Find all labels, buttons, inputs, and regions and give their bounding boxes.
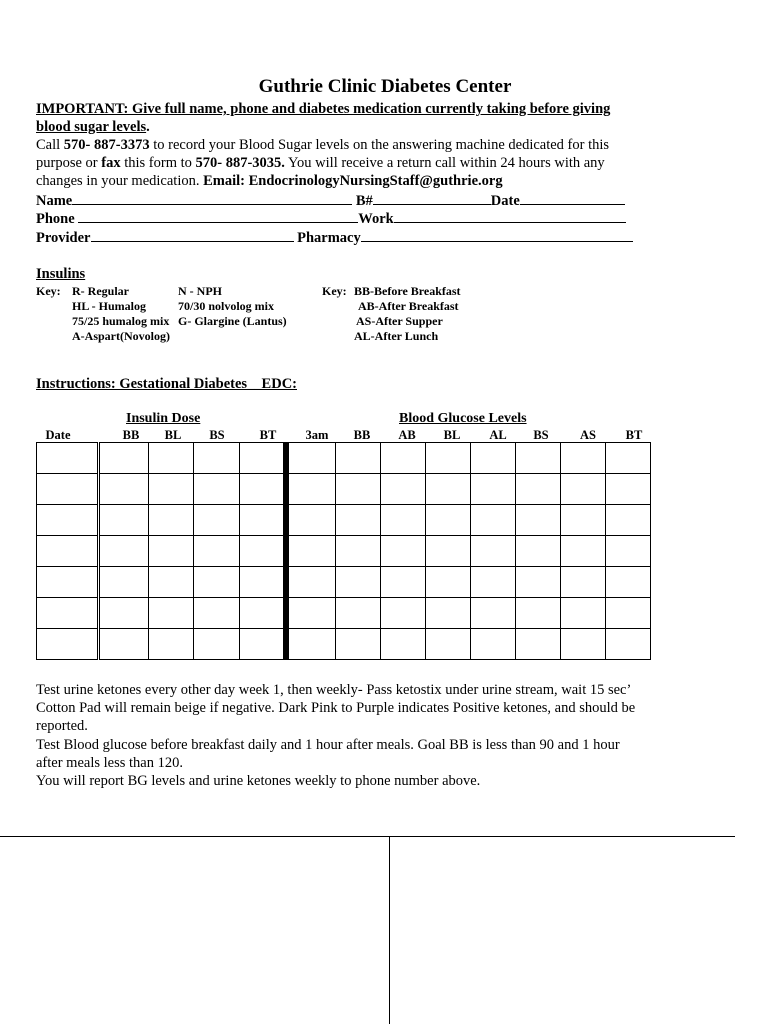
table-cell[interactable]: [516, 443, 561, 474]
table-cell[interactable]: [561, 443, 606, 474]
table-cell[interactable]: [336, 567, 381, 598]
work-label: Work: [358, 211, 394, 227]
bottom-vertical-rule: [389, 836, 390, 1024]
table-cell[interactable]: [149, 629, 194, 660]
blood-glucose-label: Blood Glucose Levels: [399, 411, 527, 426]
table-cell[interactable]: [149, 443, 194, 474]
header-glucose-ab: AB: [398, 428, 416, 442]
table-cell[interactable]: [336, 536, 381, 567]
insulin-key-regular: R- Regular: [72, 284, 129, 298]
important-line-2-end: .: [146, 119, 150, 135]
table-cell[interactable]: [99, 629, 149, 660]
table-row: [37, 567, 651, 598]
table-cell[interactable]: [336, 505, 381, 536]
date-label: Date: [490, 193, 520, 209]
glucose-log-body: [37, 443, 651, 660]
table-cell[interactable]: [286, 505, 336, 536]
timing-key-al: AL-After Lunch: [354, 329, 439, 343]
note-line-3: reported.: [36, 718, 88, 734]
call-rest-2: You will receive a return call within 24 hours with any: [284, 155, 605, 171]
table-row: [37, 474, 651, 505]
table-cell[interactable]: [561, 598, 606, 629]
table-cell[interactable]: [99, 505, 149, 536]
note-line-5: after meals less than 120.: [36, 755, 183, 771]
table-cell[interactable]: [606, 629, 651, 660]
table-cell[interactable]: [606, 443, 651, 474]
table-cell[interactable]: [149, 567, 194, 598]
phone-number-1: 570- 887-3373: [63, 137, 150, 153]
table-row: [37, 505, 651, 536]
table-cell[interactable]: [606, 567, 651, 598]
pharmacy-blank[interactable]: [361, 228, 633, 242]
insulin-key-glargine: G- Glargine (Lantus): [178, 314, 287, 328]
table-cell[interactable]: [336, 629, 381, 660]
phone-blank[interactable]: [78, 209, 358, 223]
note-line-4: Test Blood glucose before breakfast daily and 1 hour after meals. Goal BB is less than 90 and 1 hour: [36, 737, 620, 753]
important-line-2: [36, 118, 150, 136]
table-cell[interactable]: [240, 629, 286, 660]
call-word: Call: [36, 137, 64, 153]
header-glucose-bb: BB: [353, 428, 371, 442]
table-cell[interactable]: [426, 598, 471, 629]
table-cell[interactable]: [286, 474, 336, 505]
header-insulin-bb: BB: [122, 428, 140, 442]
header-glucose-bl: BL: [443, 428, 461, 442]
table-cell[interactable]: [149, 536, 194, 567]
date-blank[interactable]: [520, 191, 625, 205]
table-cell[interactable]: [37, 536, 99, 567]
table-cell[interactable]: [516, 536, 561, 567]
provider-label: Provider: [36, 230, 91, 246]
instructions-text: Instructions: Gestational Diabetes__EDC:: [36, 376, 297, 392]
table-cell[interactable]: [561, 474, 606, 505]
table-cell[interactable]: [516, 629, 561, 660]
table-cell[interactable]: [606, 474, 651, 505]
table-cell[interactable]: [426, 443, 471, 474]
table-cell[interactable]: [471, 505, 516, 536]
timing-key-label: Key:: [322, 284, 347, 298]
table-cell[interactable]: [426, 505, 471, 536]
table-cell[interactable]: [37, 567, 99, 598]
table-cell[interactable]: [516, 598, 561, 629]
timing-key-ab: AB-After Breakfast: [358, 299, 459, 313]
phone-row: [36, 209, 626, 228]
important-line-1: IMPORTANT: Give full name, phone and diabetes medication currently taking before giving: [36, 101, 611, 117]
header-glucose-3am: 3am: [305, 428, 329, 442]
table-cell[interactable]: [149, 474, 194, 505]
insulins-heading: Insulins: [36, 266, 86, 282]
insulin-key-novolog-mix: 70/30 nolvolog mix: [178, 299, 275, 313]
table-cell[interactable]: [426, 536, 471, 567]
table-cell[interactable]: [286, 443, 336, 474]
table-cell[interactable]: [37, 443, 99, 474]
table-cell[interactable]: [471, 629, 516, 660]
header-date: Date: [45, 428, 71, 442]
table-cell[interactable]: [194, 598, 240, 629]
table-cell[interactable]: [194, 567, 240, 598]
call-rest-1: to record your Blood Sugar levels on the answering machine dedicated for this: [149, 137, 610, 153]
this-form-text: this form to: [120, 155, 196, 171]
table-cell[interactable]: [606, 505, 651, 536]
table-cell[interactable]: [240, 567, 286, 598]
table-cell[interactable]: [516, 474, 561, 505]
table-cell[interactable]: [194, 629, 240, 660]
table-cell[interactable]: [240, 474, 286, 505]
header-insulin-bs: BS: [209, 428, 225, 442]
header-glucose-bs: BS: [533, 428, 549, 442]
b-number-label: B#: [352, 193, 373, 209]
table-cell[interactable]: [99, 567, 149, 598]
table-cell[interactable]: [99, 598, 149, 629]
header-insulin-bl: BL: [164, 428, 182, 442]
table-cell[interactable]: [471, 536, 516, 567]
table-cell[interactable]: [516, 567, 561, 598]
bottom-horizontal-rule: [0, 836, 735, 837]
important-line-2-text: blood sugar levels: [36, 119, 147, 135]
table-cell[interactable]: [286, 536, 336, 567]
table-cell[interactable]: [471, 567, 516, 598]
timing-key-as: AS-After Supper: [356, 314, 443, 328]
table-cell[interactable]: [381, 505, 426, 536]
table-cell[interactable]: [516, 505, 561, 536]
fax-word: fax: [101, 155, 121, 171]
provider-row: [36, 228, 633, 247]
table-cell[interactable]: [426, 474, 471, 505]
instructions-label: [36, 375, 635, 393]
phone-label: Phone: [36, 211, 79, 227]
table-cell[interactable]: [194, 443, 240, 474]
table-cell[interactable]: [381, 474, 426, 505]
name-blank[interactable]: [72, 191, 352, 205]
call-line-3: [36, 172, 503, 190]
note-line-2: Cotton Pad will remain beige if negative. Dark Pink to Purple indicates Positive ketones, and should be: [36, 700, 636, 716]
table-cell[interactable]: [149, 598, 194, 629]
page-title: Guthrie Clinic Diabetes Center: [258, 76, 512, 97]
insulin-key-nph: N - NPH: [178, 284, 222, 298]
table-cell[interactable]: [471, 443, 516, 474]
table-cell[interactable]: [240, 598, 286, 629]
work-blank[interactable]: [394, 209, 626, 223]
table-cell[interactable]: [37, 629, 99, 660]
table-cell[interactable]: [381, 567, 426, 598]
table-cell[interactable]: [37, 505, 99, 536]
table-cell[interactable]: [336, 598, 381, 629]
table-cell[interactable]: [286, 629, 336, 660]
table-cell[interactable]: [286, 567, 336, 598]
timing-key-bb: BB-Before Breakfast: [354, 284, 461, 298]
b-number-blank[interactable]: [373, 191, 491, 205]
table-cell[interactable]: [286, 598, 336, 629]
table-cell[interactable]: [426, 567, 471, 598]
table-cell[interactable]: [561, 505, 606, 536]
glucose-log-table: [36, 442, 651, 660]
header-glucose-al: AL: [489, 428, 507, 442]
table-cell[interactable]: [561, 536, 606, 567]
table-cell[interactable]: [606, 536, 651, 567]
header-glucose-bt: BT: [625, 428, 643, 442]
table-cell[interactable]: [606, 598, 651, 629]
table-cell[interactable]: [240, 505, 286, 536]
table-cell[interactable]: [240, 443, 286, 474]
insulin-key-humalog: HL - Humalog: [72, 299, 147, 313]
table-cell[interactable]: [381, 443, 426, 474]
table-cell[interactable]: [194, 536, 240, 567]
insulin-key-humalog-mix: 75/25 humalog mix: [72, 314, 170, 328]
name-row: [36, 191, 625, 210]
table-cell[interactable]: [240, 536, 286, 567]
table-cell[interactable]: [99, 536, 149, 567]
table-cell[interactable]: [381, 629, 426, 660]
fax-number: 570- 887-3035.: [195, 155, 285, 171]
insulin-key-label: Key:: [36, 284, 61, 298]
table-cell[interactable]: [194, 505, 240, 536]
table-cell[interactable]: [561, 629, 606, 660]
table-cell[interactable]: [99, 443, 149, 474]
header-glucose-as: AS: [580, 428, 596, 442]
pharmacy-label: Pharmacy: [293, 230, 361, 246]
insulin-key-aspart: A-Aspart(Novolog): [72, 329, 170, 343]
purpose-text: purpose or: [36, 155, 102, 171]
note-line-1: Test urine ketones every other day week 1, then weekly- Pass ketostix under urine stream, wait 15 sec’: [36, 682, 632, 698]
table-cell[interactable]: [149, 505, 194, 536]
table-row: [37, 598, 651, 629]
insulin-dose-label: Insulin Dose: [126, 411, 201, 426]
table-cell[interactable]: [471, 598, 516, 629]
table-cell[interactable]: [37, 474, 99, 505]
table-cell[interactable]: [561, 567, 606, 598]
table-cell[interactable]: [471, 474, 516, 505]
table-cell[interactable]: [426, 629, 471, 660]
changes-text: changes in your medication.: [36, 173, 204, 189]
header-insulin-bt: BT: [259, 428, 277, 442]
table-cell[interactable]: [336, 443, 381, 474]
table-cell[interactable]: [194, 474, 240, 505]
table-row: [37, 629, 651, 660]
table-cell[interactable]: [37, 598, 99, 629]
call-line-1: [36, 136, 609, 154]
note-line-6: You will report BG levels and urine ketones weekly to phone number above.: [36, 773, 481, 789]
call-line-2: [36, 154, 605, 172]
table-row: [37, 536, 651, 567]
table-cell[interactable]: [381, 598, 426, 629]
table-cell[interactable]: [381, 536, 426, 567]
table-row: [37, 443, 651, 474]
provider-blank[interactable]: [91, 228, 294, 242]
name-label: Name: [36, 193, 73, 209]
table-cell[interactable]: [99, 474, 149, 505]
email-text: Email: EndocrinologyNursingStaff@guthrie.org: [203, 173, 503, 189]
table-cell[interactable]: [336, 474, 381, 505]
